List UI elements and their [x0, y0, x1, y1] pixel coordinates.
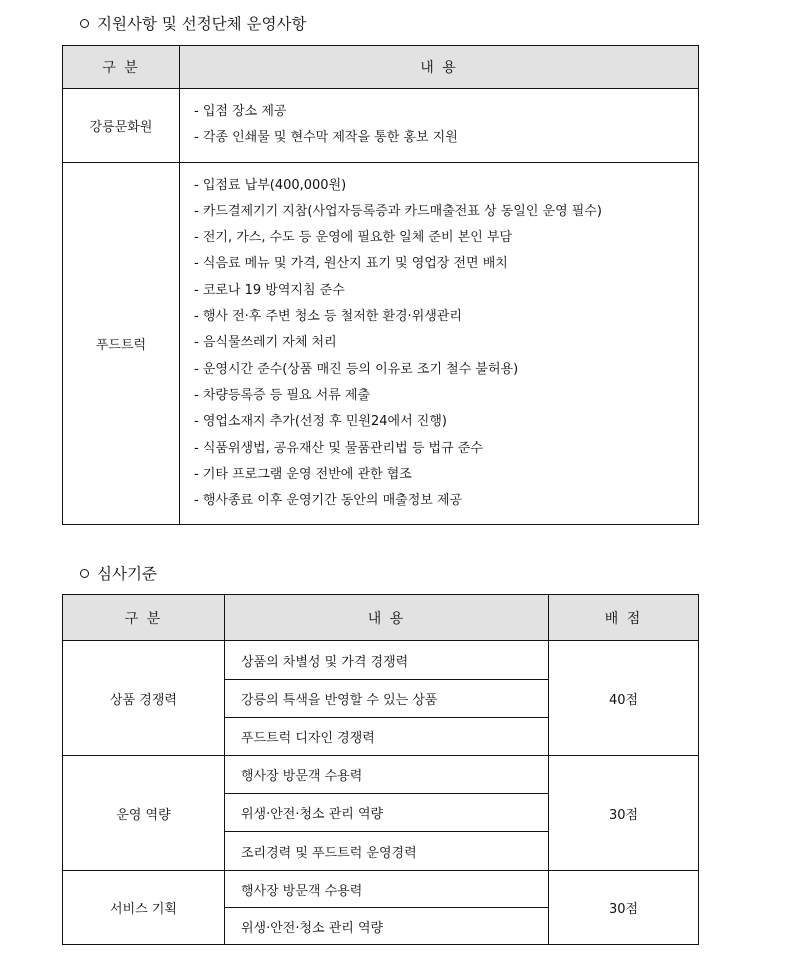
table-row: [63, 756, 699, 794]
table-row: [63, 641, 699, 680]
row-items: [180, 162, 699, 525]
list-item: - 운영시간 준수(상품 매진 등의 이유로 조기 철수 불허용): [194, 361, 519, 377]
list-item: - 영업소재지 추가(선정 후 민원24에서 진행): [194, 414, 447, 430]
criteria-table: [62, 594, 699, 945]
list-item: - 각종 인쇄물 및 현수막 제작을 통한 홍보 지원: [194, 130, 458, 146]
list-item: - 기타 프로그램 운영 전반에 관한 협조: [194, 466, 412, 482]
criterion: 위생·안전·청소 관리 역량: [225, 908, 549, 945]
section1-heading: [80, 12, 306, 34]
header-content: 내 용: [225, 595, 549, 641]
criterion: 강릉의 특색을 반영할 수 있는 상품: [225, 680, 549, 718]
table-row: [63, 162, 699, 525]
group-category: 서비스 기획: [63, 871, 225, 945]
section2-title: 심사기준: [97, 565, 157, 583]
section1-title: 지원사항 및 선정단체 운영사항: [97, 15, 307, 33]
list-item: - 행사 전·후 주변 청소 등 철저한 환경·위생관리: [194, 309, 462, 325]
group-score: 30점: [549, 756, 699, 871]
list-item: - 코로나 19 방역지침 준수: [194, 282, 345, 298]
group-score: 30점: [549, 871, 699, 945]
criterion: 상품의 차별성 및 가격 경쟁력: [225, 641, 549, 680]
row-items: [180, 89, 699, 163]
header-content: 내 용: [180, 46, 699, 89]
list-item: - 행사종료 이후 운영기간 동안의 매출정보 제공: [194, 493, 463, 509]
row-category: 강릉문화원: [63, 89, 180, 163]
row-category: 푸드트럭: [63, 162, 180, 525]
table-row: [63, 89, 699, 163]
header-category: 구 분: [63, 595, 225, 641]
list-item: - 식품위생법, 공유재산 및 물품관리법 등 법규 준수: [194, 440, 483, 456]
list-item: - 전기, 가스, 수도 등 운영에 필요한 일체 준비 본인 부담: [194, 230, 512, 246]
criterion: 행사장 방문객 수용력: [225, 756, 549, 794]
group-score: 40점: [549, 641, 699, 756]
criterion: 행사장 방문객 수용력: [225, 871, 549, 908]
header-score: 배 점: [549, 595, 699, 641]
criterion: 푸드트럭 디자인 경쟁력: [225, 718, 549, 756]
group-category: 운영 역량: [63, 756, 225, 871]
list-item: - 입점 장소 제공: [194, 104, 287, 119]
support-table-header: [63, 46, 699, 89]
list-item: - 음식물쓰레기 자체 처리: [194, 335, 337, 351]
section2-heading: [80, 562, 157, 584]
criteria-table-header: [63, 595, 699, 641]
group-category: 상품 경쟁력: [63, 641, 225, 756]
list-item: - 카드결제기기 지참(사업자등록증과 카드매출전표 상 동일인 운영 필수): [194, 203, 602, 219]
criterion: 조리경력 및 푸드트럭 운영경력: [225, 832, 549, 871]
criterion: 위생·안전·청소 관리 역량: [225, 794, 549, 832]
table-row: [63, 871, 699, 908]
support-table: [62, 45, 699, 525]
circle-bullet-icon: [80, 19, 89, 28]
header-category: 구 분: [63, 46, 180, 89]
list-item: - 차량등록증 등 필요 서류 제출: [194, 387, 371, 403]
list-item: - 식음료 메뉴 및 가격, 원산지 표기 및 영업장 전면 배치: [194, 256, 508, 272]
list-item: - 입점료 납부(400,000원): [194, 177, 347, 193]
circle-bullet-icon: [80, 569, 89, 578]
